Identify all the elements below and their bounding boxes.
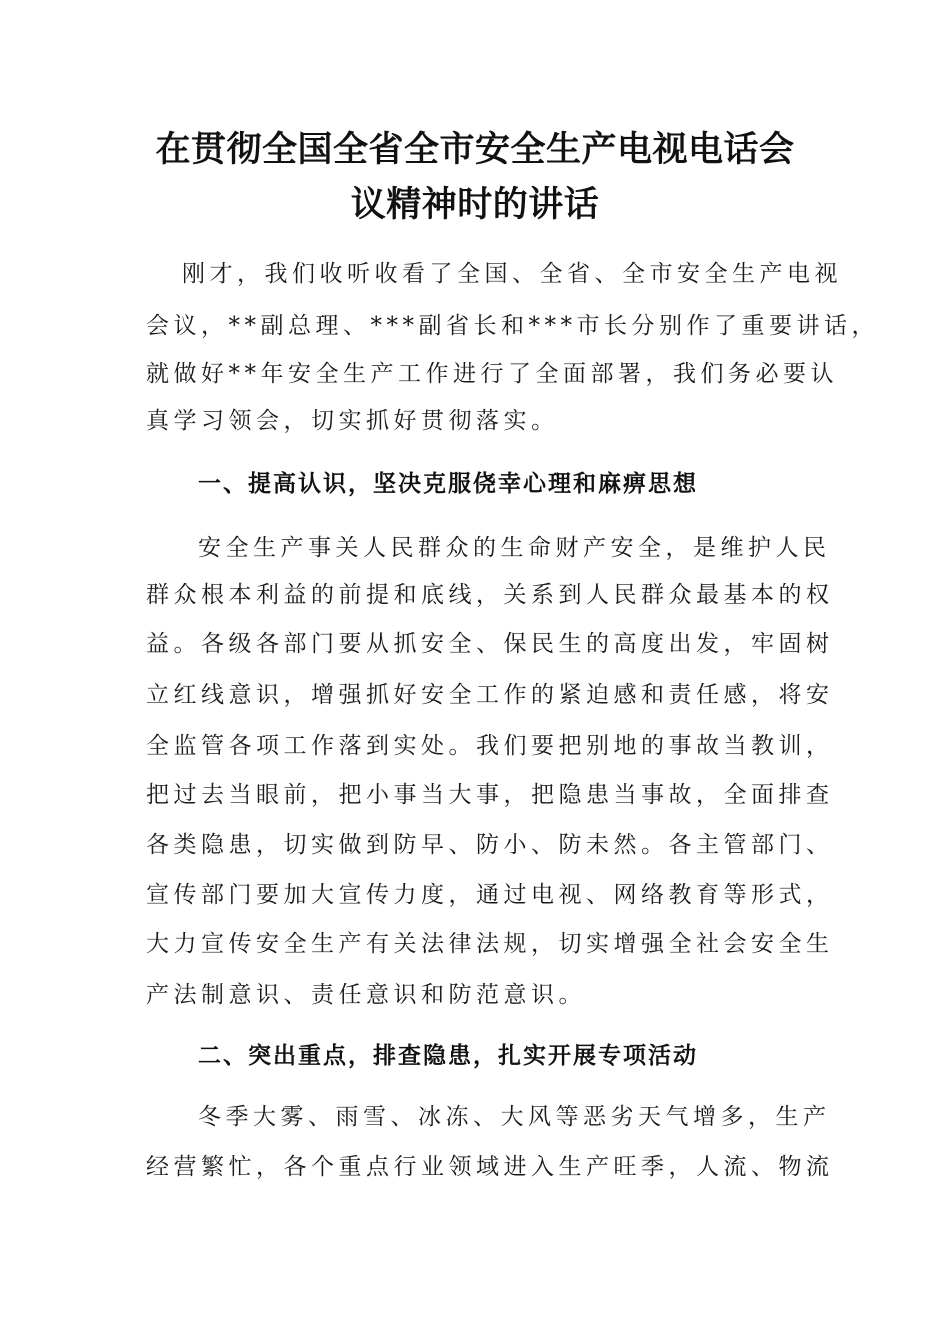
paragraph-2-line-2: 群众根本利益的前提和底线，关系到人民群众最基本的权 <box>146 582 834 608</box>
paragraph-2-line-8: 宣传部门要加大宣传力度，通过电视、网络教育等形式， <box>146 882 834 908</box>
paragraph-2-line-7: 各类隐患，切实做到防早、防小、防未然。各主管部门、 <box>146 832 834 858</box>
paragraph-2-line-10: 产法制意识、责任意识和防范意识。 <box>146 982 586 1008</box>
paragraph-3-line-2: 经营繁忙，各个重点行业领域进入生产旺季，人流、物流 <box>146 1154 834 1180</box>
paragraph-2-line-5: 全监管各项工作落到实处。我们要把别地的事故当教训， <box>146 733 834 759</box>
paragraph-1-line-4: 真学习领会，切实抓好贯彻落实。 <box>146 408 559 434</box>
paragraph-2-line-9: 大力宣传安全生产有关法律法规，切实增强全社会安全生 <box>146 931 834 957</box>
paragraph-2-line-3: 益。各级各部门要从抓安全、保民生的高度出发，牢固树 <box>146 631 834 657</box>
paragraph-2-line-1: 安全生产事关人民群众的生命财产安全，是维护人民 <box>198 535 831 561</box>
section-heading-1: 一、提高认识，坚决克服侥幸心理和麻痹思想 <box>198 470 698 497</box>
paragraph-3-line-1: 冬季大雾、雨雪、冰冻、大风等恶劣天气增多，生产 <box>198 1104 831 1130</box>
section-heading-2: 二、突出重点，排查隐患，扎实开展专项活动 <box>198 1042 698 1069</box>
document-title <box>120 122 830 232</box>
paragraph-1-line-1: 刚才，我们收听收看了全国、全省、全市安全生产电视 <box>182 261 842 287</box>
paragraph-2-line-4: 立红线意识，增强抓好安全工作的紧迫感和责任感，将安 <box>146 682 834 708</box>
title-line-1: 在贯彻全国全省全市安全生产电视电话会 <box>155 129 795 170</box>
paragraph-1-line-3: 就做好**年安全生产工作进行了全面部署，我们务必要认 <box>146 361 838 387</box>
title-line-2: 议精神时的讲话 <box>350 184 600 225</box>
paragraph-2-line-6: 把过去当眼前，把小事当大事，把隐患当事故，全面排查 <box>146 782 834 808</box>
paragraph-1-line-2: 会议，**副总理、***副省长和***市长分别作了重要讲话， <box>146 313 879 339</box>
